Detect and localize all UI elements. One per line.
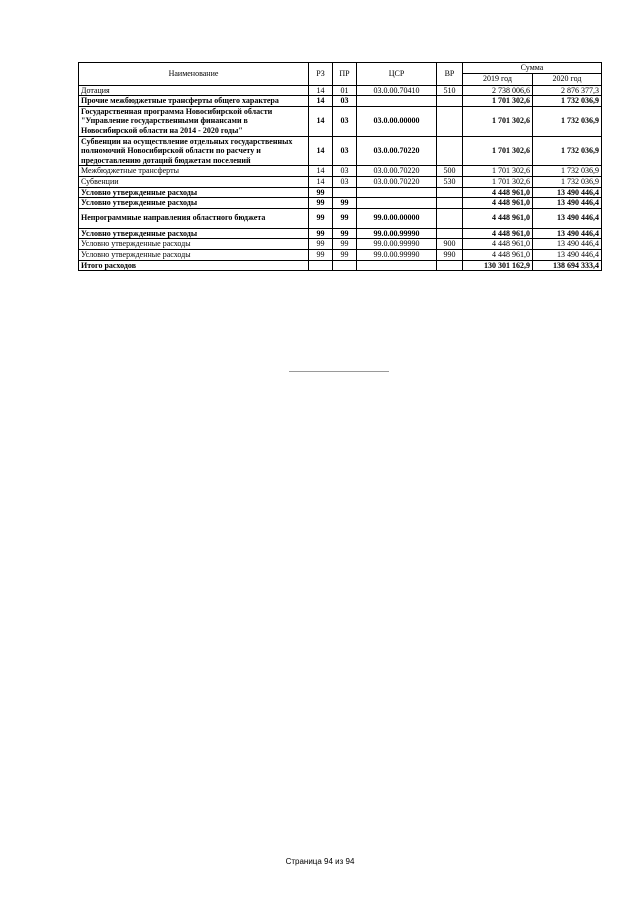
row-csr [357, 96, 437, 107]
row-vr [437, 106, 463, 136]
header-2020: 2020 год [533, 73, 602, 85]
row-pr: 03 [333, 96, 357, 107]
row-rz: 99 [309, 187, 333, 198]
row-pr: 99 [333, 228, 357, 239]
row-vr [437, 228, 463, 239]
total-label: Итого расходов [79, 260, 309, 271]
row-pr: 99 [333, 208, 357, 228]
header-sum: Сумма [463, 63, 602, 74]
row-csr: 99.0.00.99990 [357, 239, 437, 250]
total-empty-csr [357, 260, 437, 271]
row-vr: 990 [437, 249, 463, 260]
row-rz: 14 [309, 136, 333, 166]
total-value-2020: 138 694 333,4 [533, 260, 602, 271]
row-name: Дотация [79, 85, 309, 96]
row-rz: 14 [309, 96, 333, 107]
table-row [79, 249, 602, 260]
row-vr [437, 198, 463, 209]
row-value-2019: 1 701 302,6 [463, 96, 533, 107]
row-vr: 900 [437, 239, 463, 250]
row-vr [437, 136, 463, 166]
total-row [79, 260, 602, 271]
table-row [79, 187, 602, 198]
row-name: Субвенции на осуществление отдельных государственных полномочий Новосибирской области по расчету и предоставлению дотаций бюджетам поселений [79, 136, 309, 166]
row-value-2020: 1 732 036,9 [533, 106, 602, 136]
row-value-2020: 13 490 446,4 [533, 187, 602, 198]
total-empty-vr [437, 260, 463, 271]
row-pr: 03 [333, 176, 357, 187]
row-value-2019: 1 701 302,6 [463, 106, 533, 136]
row-name: Условно утвержденные расходы [79, 228, 309, 239]
table-row [79, 96, 602, 107]
table-row [79, 228, 602, 239]
row-value-2019: 4 448 961,0 [463, 249, 533, 260]
row-value-2020: 1 732 036,9 [533, 166, 602, 177]
row-value-2020: 1 732 036,9 [533, 96, 602, 107]
table-row [79, 208, 602, 228]
row-csr: 99.0.00.99990 [357, 249, 437, 260]
header-rz: РЗ [309, 63, 333, 86]
row-value-2019: 1 701 302,6 [463, 176, 533, 187]
page-footer: Страница 94 из 94 [285, 857, 355, 866]
row-vr: 500 [437, 166, 463, 177]
row-value-2020: 13 490 446,4 [533, 239, 602, 250]
header-csr: ЦСР [357, 63, 437, 86]
row-vr [437, 187, 463, 198]
row-name: Условно утвержденные расходы [79, 249, 309, 260]
row-pr: 99 [333, 198, 357, 209]
row-csr: 03.0.00.00000 [357, 106, 437, 136]
row-value-2019: 2 738 006,6 [463, 85, 533, 96]
row-rz: 99 [309, 249, 333, 260]
row-name: Условно утвержденные расходы [79, 198, 309, 209]
row-csr [357, 198, 437, 209]
row-value-2020: 13 490 446,4 [533, 208, 602, 228]
row-csr: 03.0.00.70220 [357, 136, 437, 166]
row-value-2020: 13 490 446,4 [533, 198, 602, 209]
table-row [79, 166, 602, 177]
row-value-2020: 13 490 446,4 [533, 228, 602, 239]
section-divider [289, 371, 389, 372]
row-pr: 03 [333, 136, 357, 166]
row-pr: 99 [333, 239, 357, 250]
row-value-2019: 1 701 302,6 [463, 166, 533, 177]
row-rz: 99 [309, 208, 333, 228]
row-name: Межбюджетные трансферты [79, 166, 309, 177]
row-pr: 03 [333, 106, 357, 136]
row-value-2020: 1 732 036,9 [533, 176, 602, 187]
row-name: Государственная программа Новосибирской области "Управление государственными финансами в Новосибирской области на 2014 - 2020 годы" [79, 106, 309, 136]
table-row [79, 176, 602, 187]
row-value-2019: 4 448 961,0 [463, 208, 533, 228]
table-row [79, 198, 602, 209]
row-pr: 99 [333, 249, 357, 260]
row-pr: 01 [333, 85, 357, 96]
row-csr: 03.0.00.70220 [357, 176, 437, 187]
row-vr [437, 208, 463, 228]
row-csr: 03.0.00.70410 [357, 85, 437, 96]
row-rz: 99 [309, 239, 333, 250]
total-empty-rz [309, 260, 333, 271]
row-rz: 14 [309, 176, 333, 187]
header-vr: ВР [437, 63, 463, 86]
row-rz: 14 [309, 85, 333, 96]
row-value-2019: 4 448 961,0 [463, 198, 533, 209]
row-name: Условно утвержденные расходы [79, 239, 309, 250]
row-csr: 99.0.00.00000 [357, 208, 437, 228]
row-name: Прочие межбюджетные трансферты общего характера [79, 96, 309, 107]
row-name: Непрограммные направления областного бюджета [79, 208, 309, 228]
row-rz: 99 [309, 198, 333, 209]
row-vr: 530 [437, 176, 463, 187]
row-value-2019: 4 448 961,0 [463, 228, 533, 239]
header-name: Наименование [79, 63, 309, 86]
row-value-2019: 4 448 961,0 [463, 187, 533, 198]
table-row [79, 136, 602, 166]
row-value-2020: 1 732 036,9 [533, 136, 602, 166]
total-empty-pr [333, 260, 357, 271]
row-value-2020: 13 490 446,4 [533, 249, 602, 260]
row-csr: 99.0.00.99990 [357, 228, 437, 239]
table-row [79, 239, 602, 250]
row-name: Субвенции [79, 176, 309, 187]
row-value-2020: 2 876 377,3 [533, 85, 602, 96]
row-vr: 510 [437, 85, 463, 96]
table-row [79, 106, 602, 136]
total-value-2019: 130 301 162,9 [463, 260, 533, 271]
row-csr [357, 187, 437, 198]
row-pr [333, 187, 357, 198]
row-pr: 03 [333, 166, 357, 177]
budget-table [78, 62, 602, 271]
row-value-2019: 4 448 961,0 [463, 239, 533, 250]
row-name: Условно утвержденные расходы [79, 187, 309, 198]
row-csr: 03.0.00.70220 [357, 166, 437, 177]
row-rz: 14 [309, 106, 333, 136]
row-vr [437, 96, 463, 107]
row-rz: 14 [309, 166, 333, 177]
row-rz: 99 [309, 228, 333, 239]
row-value-2019: 1 701 302,6 [463, 136, 533, 166]
header-2019: 2019 год [463, 73, 533, 85]
table-row [79, 85, 602, 96]
header-pr: ПР [333, 63, 357, 86]
